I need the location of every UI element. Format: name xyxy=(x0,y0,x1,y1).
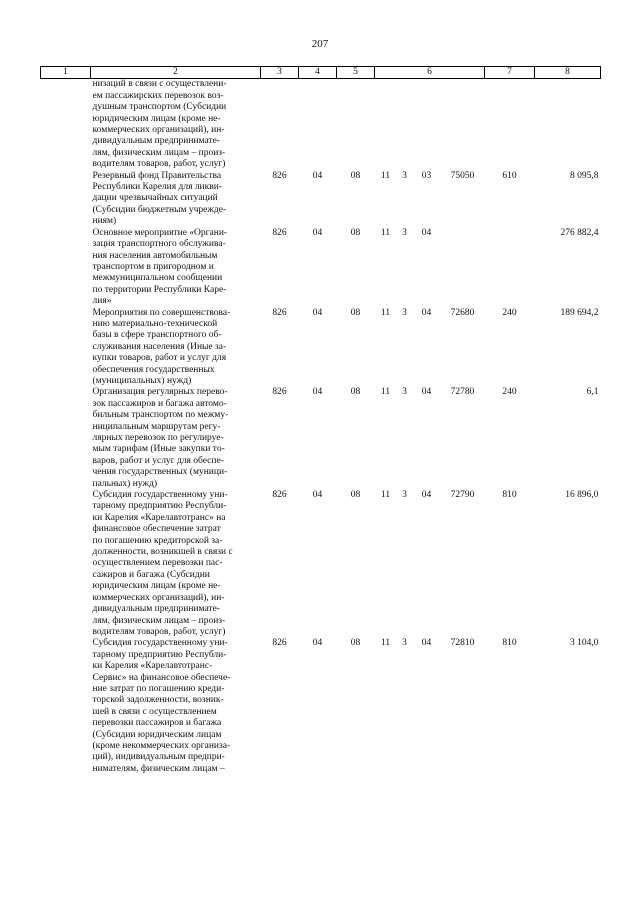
row-col-1 xyxy=(41,638,91,775)
row-col-6-code xyxy=(441,79,485,171)
row-col-6-program: 11 xyxy=(380,170,391,181)
row-col-6-code: 72680 xyxy=(450,307,475,318)
row-description: Субсидия государственному уни- тарному предприятию Республи- ки Карелия «Карелавтотранс» на финансовое обеспечение затрат по погашению кредиторской за- долженности, возникшей в связи с осуществлением перевозки пас- сажиров и багажа (Субсидии юридическим лицам (кроме не- коммерческих организаций), ин- дивидуальным предпринимате- лям, физическим лицам – произ- водителям товаров, работ, услуг) xyxy=(92,490,233,637)
row-col-6-subprogram: 3 xyxy=(402,387,407,398)
row-col-4: 04 xyxy=(312,307,323,318)
row-col-6-code: 72780 xyxy=(450,387,475,398)
row-col-6-event: 04 xyxy=(421,307,432,318)
row-col-7: 610 xyxy=(502,170,517,181)
table-row xyxy=(41,308,601,388)
row-col-6-program: 11 xyxy=(380,638,391,649)
table-row xyxy=(41,387,601,490)
row-col-6-code: 72790 xyxy=(450,490,475,501)
row-col-6-program: 11 xyxy=(380,387,391,398)
row-col-4: 04 xyxy=(312,170,323,181)
row-col-6-subprogram xyxy=(397,79,413,171)
row-col-6-subprogram: 3 xyxy=(402,490,407,501)
row-col-4: 04 xyxy=(312,490,323,501)
row-col-1 xyxy=(41,79,91,171)
row-col-7: 810 xyxy=(502,490,517,501)
row-col-1 xyxy=(41,490,91,638)
row-description: Резервный фонд Правительства Республики Карелия для ликви- дации чрезвычайных ситуаций (Субсидии бюджетным учрежде- ниям) xyxy=(92,170,227,227)
row-col-5: 08 xyxy=(350,490,361,501)
row-col-6-code xyxy=(441,228,485,308)
row-col-4 xyxy=(299,79,337,171)
row-col-8: 189 694,2 xyxy=(560,307,599,318)
row-col-1 xyxy=(41,228,91,308)
row-col-6-code: 72810 xyxy=(450,638,475,649)
row-col-8: 6,1 xyxy=(586,387,599,398)
row-col-7: 240 xyxy=(502,307,517,318)
row-col-3 xyxy=(261,79,299,171)
header-row xyxy=(41,67,601,79)
table-row xyxy=(41,490,601,638)
row-col-7 xyxy=(485,79,535,171)
row-col-5: 08 xyxy=(350,170,361,181)
row-col-5: 08 xyxy=(350,307,361,318)
header-col-3: 3 xyxy=(261,67,299,79)
row-col-6-subprogram: 3 xyxy=(402,170,407,181)
row-col-1 xyxy=(41,171,91,228)
row-col-6-program: 11 xyxy=(380,227,391,238)
row-col-7 xyxy=(485,228,535,308)
header-col-5: 5 xyxy=(337,67,375,79)
row-col-8: 276 882,4 xyxy=(560,227,599,238)
row-col-3: 826 xyxy=(272,490,287,501)
row-col-6-event: 04 xyxy=(421,387,432,398)
row-description: Мероприятия по совершенствова- нию материально-технической базы в сфере транспортного об- служивания населения (Иные за- купки товаров, работ и услуг для обеспечения государственных (муниципальных) нужд) xyxy=(92,307,231,386)
row-col-6-program xyxy=(375,79,397,171)
row-col-6-subprogram: 3 xyxy=(402,307,407,318)
row-col-3: 826 xyxy=(272,387,287,398)
header-col-4: 4 xyxy=(299,67,337,79)
row-col-8: 3 104,0 xyxy=(570,638,599,649)
row-col-1 xyxy=(41,308,91,388)
row-col-6-program: 11 xyxy=(380,490,391,501)
row-col-6-event: 04 xyxy=(421,638,432,649)
table-row xyxy=(41,638,601,775)
header-col-1: 1 xyxy=(41,67,91,79)
table-row xyxy=(41,228,601,308)
row-col-6-event xyxy=(413,79,441,171)
row-col-8: 8 095,8 xyxy=(570,170,599,181)
row-col-5 xyxy=(337,79,375,171)
row-col-6-event: 03 xyxy=(421,170,432,181)
row-col-3: 826 xyxy=(272,638,287,649)
row-col-6-event: 04 xyxy=(421,227,432,238)
row-col-8: 16 896,0 xyxy=(565,490,599,501)
row-col-4: 04 xyxy=(312,638,323,649)
row-col-5: 08 xyxy=(350,387,361,398)
row-col-7: 240 xyxy=(502,387,517,398)
header-col-7: 7 xyxy=(485,67,535,79)
table-row xyxy=(41,79,601,171)
row-col-6-event: 04 xyxy=(421,490,432,501)
header-col-6: 6 xyxy=(375,67,485,79)
table-row xyxy=(41,171,601,228)
header-col-2: 2 xyxy=(91,67,261,79)
row-description: Организация регулярных перево- зок пассажиров и багажа автомо- бильным транспортом по межму- ниципальным маршрутам регу- лярных перевозок по регулируе- мым тарифам (Иные закупки то- варов, работ и услуг для обеспе- чения государственных (муници- пальных) нужд) xyxy=(92,387,229,489)
row-col-6-subprogram: 3 xyxy=(402,227,407,238)
row-col-3: 826 xyxy=(272,307,287,318)
row-description: Субсидия государственному уни- тарному предприятию Республи- ки Карелия «Карелавтотранс- Сервис» на финансовое обеспече- ние затрат по погашению креди- торской задолженности, возник- шей в связи с осуществлением перевозки пассажиров и багажа (Субсидии юридическим лицам (кроме некоммерческих организа- ций), индивидуальным предпри- нимателям, физическим лицам – xyxy=(92,638,231,774)
row-col-4: 04 xyxy=(312,227,323,238)
row-col-3: 826 xyxy=(272,227,287,238)
header-col-8: 8 xyxy=(535,67,601,79)
row-col-7: 810 xyxy=(502,638,517,649)
row-col-8 xyxy=(535,79,601,171)
row-col-6-subprogram: 3 xyxy=(402,638,407,649)
row-col-3: 826 xyxy=(272,170,287,181)
row-col-5: 08 xyxy=(350,227,361,238)
budget-table xyxy=(40,66,601,775)
row-col-6-code: 75050 xyxy=(450,170,475,181)
row-description: Основное мероприятие «Органи- зация транспортного обслужива- ния населения автомобильным транспортом в пригородном и межмуниципальном сообщении по территории Республики Каре- лия» xyxy=(92,227,228,307)
row-col-5: 08 xyxy=(350,638,361,649)
row-col-1 xyxy=(41,387,91,490)
row-col-4: 04 xyxy=(312,387,323,398)
page-number: 207 xyxy=(311,38,329,50)
row-col-6-program: 11 xyxy=(380,307,391,318)
row-description: низаций в связи с осуществлени- ем пассажирских перевозок воз- душным транспортом (Субсидии юридическим лицам (кроме не- коммерческих организаций), ин- дивидуальным предпринимате- лям, физическим лицам – произ- водителям товаров, работ, услуг) xyxy=(92,79,227,170)
